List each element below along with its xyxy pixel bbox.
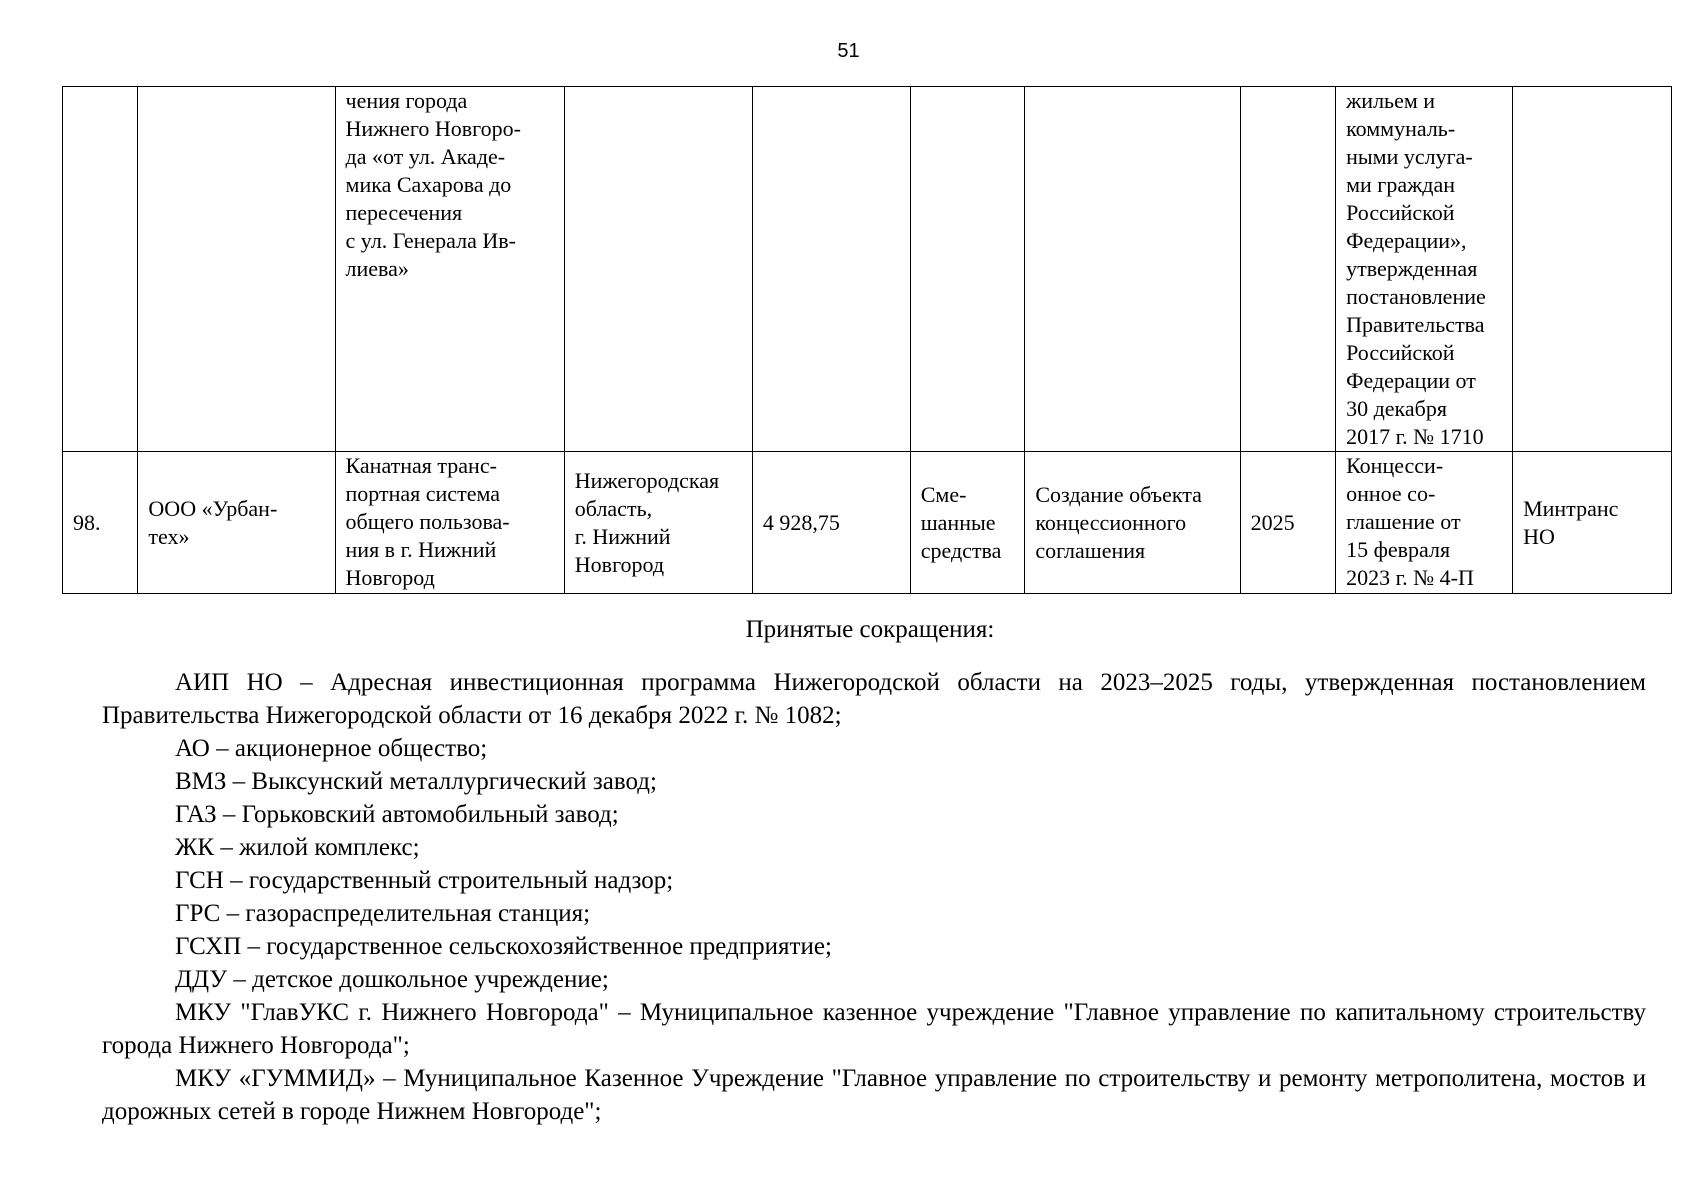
abbreviation-item: АО – акционерное общество; xyxy=(175,735,488,762)
cell-source xyxy=(910,87,1025,452)
abbreviation-item: МКУ «ГУММИД» – Муниципальное Казенное Учреждение "Главное управление по строительству и ремонту метрополитена, мостов и дорожных сетей в городе Нижнем Новгороде"; xyxy=(102,1065,1646,1125)
cell-source: Сме- шанные средства xyxy=(910,452,1025,594)
cell-purpose: Создание объекта концессионного соглашения xyxy=(1025,452,1240,594)
cell-amount xyxy=(752,87,910,452)
abbreviation-item: ЖК – жилой комплекс; xyxy=(175,834,420,861)
cell-purpose xyxy=(1025,87,1240,452)
cell-number xyxy=(63,87,138,452)
table-row xyxy=(63,87,1672,452)
abbreviation-item: ДДУ – детское дошкольное учреждение; xyxy=(175,966,609,993)
cell-object: Канатная транс- портная система общего пользова- ния в г. Нижний Новгород xyxy=(335,452,564,594)
cell-location xyxy=(564,87,752,452)
investment-table xyxy=(62,86,1672,594)
page-number: 51 xyxy=(837,40,860,62)
cell-basis: Концесси- онное со- глашение от 15 февраля 2023 г. № 4-П xyxy=(1336,452,1513,594)
cell-location: Нижегородская область, г. Нижний Новгород xyxy=(564,452,752,594)
abbreviations-list xyxy=(102,666,1646,1128)
cell-year xyxy=(1240,87,1336,452)
abbreviation-item: МКУ "ГлавУКС г. Нижнего Новгорода" – Муниципальное казенное учреждение "Главное управление по капитальному строительству города Нижнего Новгорода"; xyxy=(102,999,1646,1059)
cell-year: 2025 xyxy=(1240,452,1336,594)
cell-authority xyxy=(1513,87,1672,452)
abbreviations-title: Принятые сокращения: xyxy=(745,616,995,643)
abbreviation-item: ГСН – государственный строительный надзор; xyxy=(175,867,674,894)
cell-amount: 4 928,75 xyxy=(752,452,910,594)
cell-organization xyxy=(138,87,335,452)
cell-organization: ООО «Урбан- тех» xyxy=(138,452,335,594)
abbreviation-item: АИП НО – Адресная инвестиционная программа Нижегородской области на 2023–2025 годы, утвержденная постановлением Правительства Нижегородской области от 16 декабря 2022 г. № 1082; xyxy=(102,669,1646,729)
abbreviation-item: ГАЗ – Горьковский автомобильный завод; xyxy=(175,801,619,828)
cell-number: 98. xyxy=(63,452,138,594)
cell-object: чения города Нижнего Новгоро- да «от ул. Акаде- мика Сахарова до пересечения с ул. Генерала Ив- лиева» xyxy=(335,87,564,452)
cell-authority: Минтранс НО xyxy=(1513,452,1672,594)
table-row xyxy=(63,452,1672,594)
cell-basis: жильем и коммуналь- ными услуга- ми граждан Российской Федерации», утвержденная постановление Правительства Российской Федерации от 30 декабря 2017 г. № 1710 xyxy=(1336,87,1513,452)
abbreviation-item: ГРС – газораспределительная станция; xyxy=(175,900,591,927)
abbreviation-item: ГСХП – государственное сельскохозяйственное предприятие; xyxy=(175,933,832,960)
abbreviation-item: ВМЗ – Выксунский металлургический завод; xyxy=(175,768,657,795)
